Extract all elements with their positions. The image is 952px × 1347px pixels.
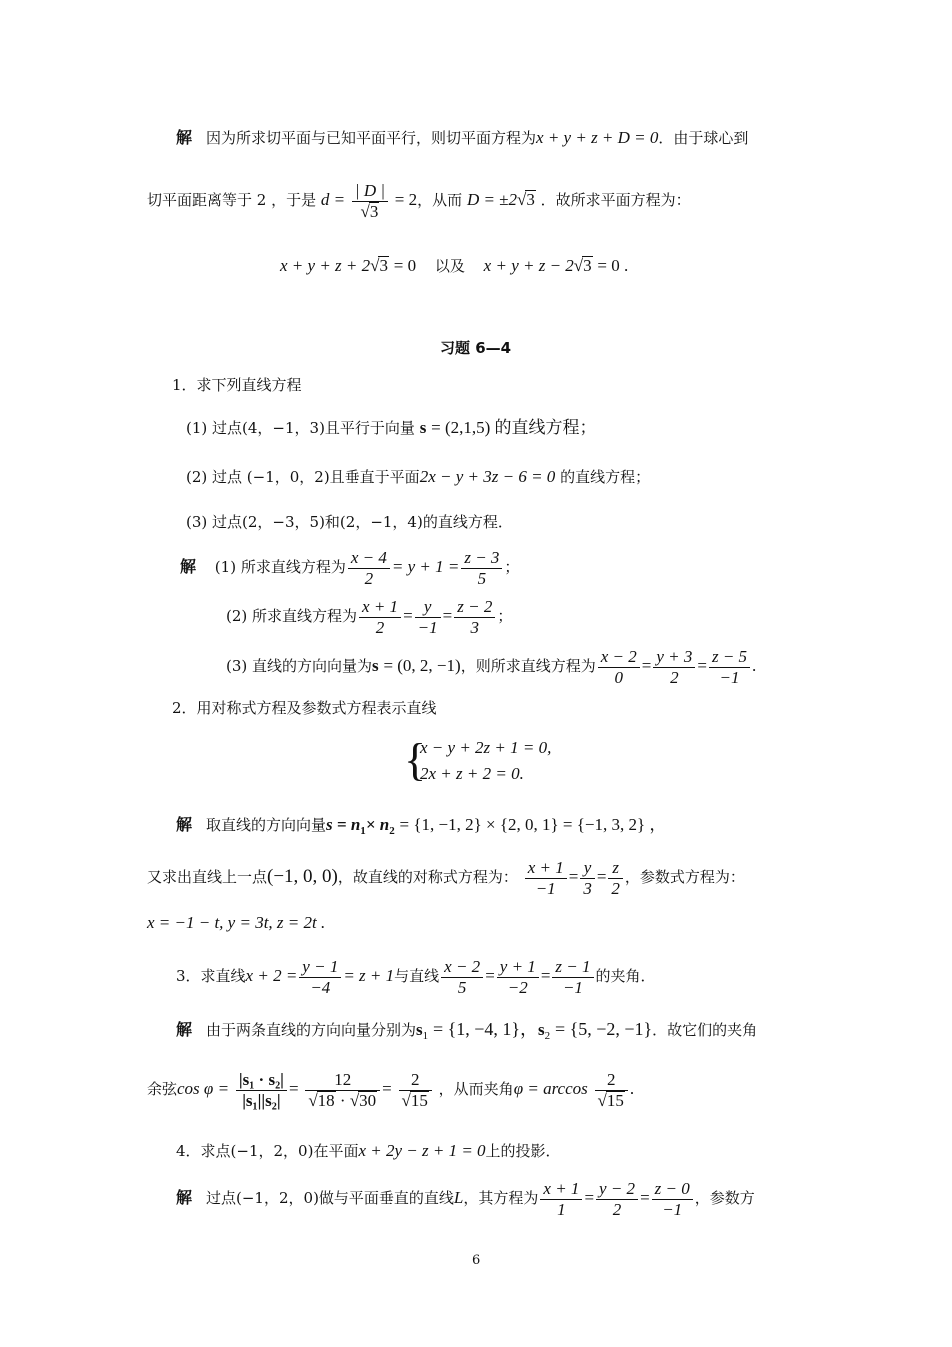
- intro-line-1: 解 因为所求切平面与已知平面平行，则切平面方程为x + y + z + D = 0．由于球心到: [176, 128, 749, 147]
- q1-solution-3: (3) 直线的方向向量为s = (0, 2, −1)，则所求直线方程为 $\frac{x - 2}{0}$ = $\frac{y + 3}{2}$ = $\frac{z - 5}{-1}$ .: [226, 646, 757, 687]
- q1-solution-2: (2) 所求直线方程为 $\frac{x + 1}{2}$ = $\frac{y}{-1}$ = $\frac{z - 2}{3}$ ；: [226, 596, 513, 637]
- q3-solution-line-2: 余弦cos φ = $\frac{\text{|s₁ · s₂|}}{\text{|s₁||s₂|}}$ = $\frac{12}{√18 \cdot √30}$ = $\frac{2}{√15}$ ，从而夹角φ = arccos $\frac{2}{√15}$ .: [147, 1069, 635, 1110]
- intro-line-2: 切平面距离等于 2 ，于是 d = $\frac{| D |}{√3}$ = 2，从而 D = ±2√3 ．故所求平面方程为：: [147, 180, 691, 221]
- q2-solution-line-1: 解 取直线的方向向量$s = n_1\times n_2 = \{1$, −1, 2} × {2, 0, 1} = {−1, 3, 2} ，: [176, 815, 667, 837]
- distance-fraction: $\frac{| D |}{√3}$: [352, 181, 388, 222]
- q3-question: 3．求直线x + 2 = $\frac{y - 1}{-4}$ = z + 1与直线 $\frac{x - 2}{5}$ = $\frac{y + 1}{-2}$ = $\frac{z - 1}{-1}$ 的夹角．: [176, 956, 656, 997]
- q2-equation-system: { x − y + 2z + 1 = 0, 2x + z + 2 = 0.: [404, 734, 552, 785]
- q4-question: 4．求点(−1，2，0)在平面x + 2y − z + 1 = 0上的投影．: [176, 1141, 561, 1160]
- q1-title: 1．求下列直线方程: [172, 376, 302, 394]
- q4-solution-line-1: 解 过点(−1，2，0)做与平面垂直的直线L，其方程为 $\frac{x + 1}{1}$ = $\frac{y - 2}{2}$ = $\frac{z - 0}{-1}$ ，参数方: [176, 1178, 755, 1219]
- q2-solution-line-2: 又求出直线上一点(−1, 0, 0)，故直线的对称式方程为： $\frac{x + 1}{-1}$ = $\frac{y}{3}$ = $\frac{z}{2}$ ，参数式方程为：: [147, 857, 745, 898]
- section-title: 习题 6—4: [440, 339, 512, 357]
- q1-solution-1: 解 (1) 所求直线方程为 $\frac{x - 4}{2}$ = y + 1 = $\frac{z - 3}{5}$ ；: [180, 547, 520, 588]
- q2-param-equation: x = −1 − t, y = 3t, z = 2t .: [147, 913, 326, 932]
- page-number: 6: [472, 1253, 481, 1268]
- q3-solution-line-1: 解 由于两条直线的方向向量分别为$s_1 = \{1$, −4, 1}，$s_2 = \{5$, −2, −1}．故它们的夹角: [176, 1019, 758, 1042]
- q1-part-1: (1) 过点(4，−1，3)且平行于向量 s = (2,1,5) 的直线方程；: [186, 418, 597, 437]
- brace-icon: {: [404, 734, 427, 785]
- solution-mark: 解: [176, 128, 193, 147]
- q1-part-2: (2) 过点 (−1，0，2)且垂直于平面2x − y + 3z − 6 = 0 的直线方程；: [186, 467, 651, 486]
- q2-title: 2．用对称式方程及参数式方程表示直线: [172, 699, 437, 717]
- q1-part-3: (3) 过点(2，−3，5)和(2，−1，4)的直线方程．: [186, 513, 513, 531]
- plane-equations: x + y + z + 2√3 = 0 以及 x + y + z − 2√3 = 0 .: [280, 256, 629, 275]
